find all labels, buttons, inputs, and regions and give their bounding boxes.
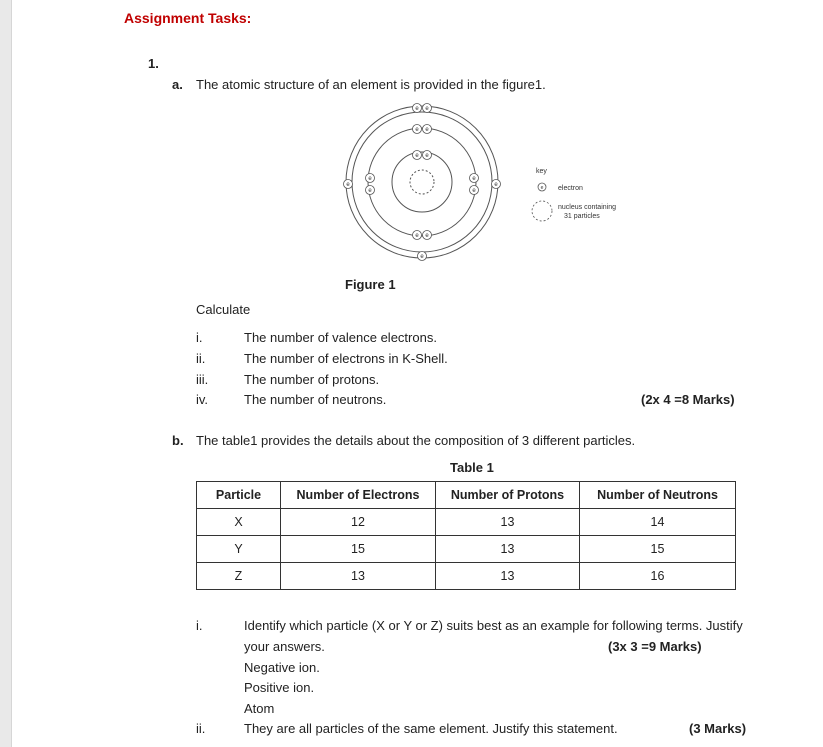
term-item: Atom <box>244 701 275 716</box>
item-text: The number of neutrons. <box>244 392 387 407</box>
electron-symbol: e <box>425 106 429 112</box>
electron-symbol: e <box>425 233 429 239</box>
nucleus <box>410 170 434 194</box>
figure-caption: Figure 1 <box>345 277 396 292</box>
item-number: iii. <box>196 372 209 387</box>
sub-question-number: ii. <box>196 721 206 736</box>
table-cell: 12 <box>281 509 436 536</box>
sub-question-line2: your answers. <box>244 639 325 654</box>
table-cell: 14 <box>580 509 736 536</box>
electron-symbol: e <box>368 176 372 182</box>
electron-symbol: e <box>415 106 419 112</box>
item-text: The number of valence electrons. <box>244 330 437 345</box>
table-cell: 13 <box>436 536 580 563</box>
table-header-cell: Number of Electrons <box>281 482 436 509</box>
particles-table <box>196 481 736 590</box>
electron-symbol: e <box>425 153 429 159</box>
item-text: The number of electrons in K-Shell. <box>244 351 448 366</box>
term-item: Negative ion. <box>244 660 320 675</box>
sub-question-line1: Identify which particle (X or Y or Z) suits best as an example for following terms. Justify <box>244 618 743 633</box>
table-cell: Y <box>197 536 281 563</box>
electron-symbol: e <box>420 254 424 260</box>
third-shell <box>352 112 492 252</box>
electron-symbol: e <box>472 188 476 194</box>
table-cell: 13 <box>281 563 436 590</box>
table-header-cell: Number of Neutrons <box>580 482 736 509</box>
table-row <box>197 536 736 563</box>
sub-question-text: They are all particles of the same element. Justify this statement. <box>244 721 618 736</box>
table-cell: 15 <box>281 536 436 563</box>
question-number: 1. <box>148 56 159 71</box>
table-row <box>197 509 736 536</box>
electron-symbol: e <box>346 182 350 188</box>
assignment-heading: Assignment Tasks: <box>124 10 252 26</box>
item-number: ii. <box>196 351 206 366</box>
table-cell: 13 <box>436 509 580 536</box>
table-cell: 16 <box>580 563 736 590</box>
table-cell: 15 <box>580 536 736 563</box>
atomic-structure-figure <box>336 98 636 266</box>
electron-symbol: e <box>415 127 419 133</box>
item-number: iv. <box>196 392 209 407</box>
calculate-label: Calculate <box>196 302 251 317</box>
term-item: Positive ion. <box>244 680 315 695</box>
page-margin-gutter <box>0 0 12 747</box>
figure-key <box>532 168 616 221</box>
second-shell <box>368 128 476 236</box>
key-title: key <box>536 168 547 175</box>
table-cell: Z <box>197 563 281 590</box>
part-a-text: The atomic structure of an element is provided in the figure1. <box>196 77 546 92</box>
electron-symbol: e <box>368 188 372 194</box>
item-number: i. <box>196 330 203 345</box>
part-b-i-marks: (3x 3 =9 Marks) <box>608 639 702 654</box>
electron-symbol: e <box>415 233 419 239</box>
table-header-cell: Particle <box>197 482 281 509</box>
part-b-ii-marks: (3 Marks) <box>689 721 747 736</box>
part-a-label: a. <box>172 77 183 92</box>
part-b-label: b. <box>172 433 184 448</box>
sub-question-number: i. <box>196 618 203 633</box>
electron-symbol: e <box>425 127 429 133</box>
key-electron-label: electron <box>558 185 583 192</box>
table-cell: X <box>197 509 281 536</box>
part-b-text: The table1 provides the details about the composition of 3 different particles. <box>196 433 636 448</box>
table-header-cell: Number of Protons <box>436 482 580 509</box>
table-row <box>197 563 736 590</box>
key-nucleus-line2: 31 particles <box>564 213 600 220</box>
first-shell <box>392 152 452 212</box>
key-electron-symbol: e <box>540 185 544 191</box>
part-a-marks: (2x 4 =8 Marks) <box>641 392 735 407</box>
electron-symbol: e <box>415 153 419 159</box>
table-cell: 13 <box>436 563 580 590</box>
table-header-row <box>197 482 736 509</box>
key-nucleus-line1: nucleus containing <box>558 204 616 211</box>
table-title: Table 1 <box>450 460 494 475</box>
electron-symbol: e <box>472 176 476 182</box>
item-text: The number of protons. <box>244 372 380 387</box>
electron-symbol: e <box>494 182 498 188</box>
